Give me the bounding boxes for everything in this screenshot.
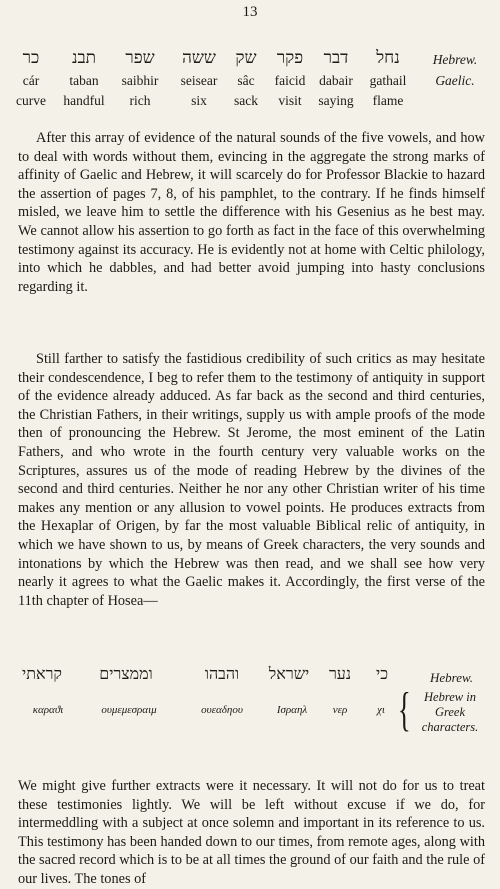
- hosea-hebrew-word: וממצרים: [99, 666, 153, 683]
- hebrew-word: שפר: [125, 48, 155, 67]
- hebrew-row-label: Hebrew.: [432, 52, 478, 67]
- gaelic-word: saibhir: [121, 73, 159, 88]
- english-word: saying: [318, 93, 354, 108]
- english-word: six: [191, 93, 207, 108]
- gaelic-word: dabair: [319, 73, 353, 88]
- gaelic-word: faicid: [274, 73, 306, 88]
- hebrew-word: תבנ: [71, 48, 97, 67]
- english-word: rich: [129, 93, 151, 108]
- english-word: curve: [16, 93, 46, 108]
- page-number: 13: [242, 4, 258, 20]
- hosea-verse-comparison: [0, 666, 500, 766]
- hosea-greek-word: Ισραηλ: [276, 704, 308, 716]
- hebrew-word: דבר: [323, 48, 349, 67]
- hosea-hebrew-word: נער: [328, 666, 352, 683]
- gaelic-word: sâc: [237, 73, 255, 88]
- hosea-greek-word: χι: [377, 704, 385, 716]
- hosea-hebrew-word: כי: [375, 666, 389, 683]
- hosea-hebrew-word: קראתי: [22, 666, 62, 683]
- hosea-hebrew-word: ישראל: [268, 666, 310, 683]
- hosea-greek-word: ουμεμεσραιμ: [101, 704, 157, 716]
- word-comparison-table: [0, 44, 500, 112]
- hebrew-word: פקר: [276, 48, 304, 67]
- hosea-greek-label: Hebrew in Greek characters.: [421, 690, 479, 734]
- gaelic-row-label: Gaelic.: [435, 73, 475, 88]
- paragraph-testimonies: We might give further extracts were it necessary. It will not do for us to treat these testimonies lightly. We will be left without excuse if we do, for intermeddling with a subject at once solemn and important in its reference to us. This testimony has been handed down to our times, from remote ages, along with the sacred record which is to be at all times the ground of our faith and the rule of our lives. The tones of: [18, 778, 485, 887]
- gaelic-word: gathail: [369, 73, 407, 88]
- hosea-greek-word: καραϑι: [32, 704, 64, 716]
- english-word: handful: [63, 93, 105, 108]
- paragraph-affinity: After this array of evidence of the natural sounds of the five vowels, and how to deal with words without them, evincing in the aggregate the strong marks of affinity of Gaelic and Hebrew, it will scarcely do for Professor Blackie to hazard the assertion of pages 7, 8, of his pamphlet, to the contrary. If he finds himself misled, we leave him to settle the difference with his Gesenius as he best may. We cannot allow his assertion to go forth as fact in the face of this overwhelming testimony against its accuracy. He is evidently not at home with Celtic philology, into which he dabbles, and had better avoid jumping into hasty conclusions regarding it.: [18, 130, 485, 295]
- hebrew-word: ששה: [182, 48, 216, 67]
- gaelic-word: seisear: [180, 73, 218, 88]
- hosea-hebrew-word: והבהו: [204, 666, 240, 683]
- english-word: flame: [372, 93, 404, 108]
- hebrew-word: כר: [22, 48, 40, 67]
- hebrew-word: נחל: [376, 48, 400, 67]
- gaelic-word: taban: [69, 73, 99, 88]
- hosea-hebrew-label: Hebrew.: [430, 670, 473, 685]
- paragraph-antiquity: Still farther to satisfy the fastidious credibility of such critics as may hesitate their condescendence, I beg to refer them to the testimony of antiquity in support of the evidence already adduced. As far back as the second and third centuries, the Christian Fathers, in their writings, supply us with ample proofs of the mode then of pronouncing the Hebrew. St Jerome, the most eminent of the Latin Fathers, and who wrote in the fourth century very valuable works on the Scriptures, assures us of the mode of reading Hebrew by the divines of the second and third centuries. Neither he nor any other Christian writer of his time makes any mention or any allusion to vowel points. He produces extracts from the Hexaplar of Origen, by far the most valuable Biblical relic of antiquity, in which we have shown to us, by means of Greek characters, the very sounds and intonations by which the Hebrew was then read, and we shall see how very nearly it agrees to what the Gaelic makes it. Accordingly, the first verse of the 11th chapter of Hosea—: [18, 351, 485, 609]
- hosea-greek-word: νερ: [332, 704, 348, 716]
- curly-brace-icon: {: [398, 683, 411, 736]
- english-word: sack: [234, 93, 258, 108]
- english-word: visit: [278, 93, 302, 108]
- hosea-greek-word: ουεαδηου: [201, 704, 243, 716]
- gaelic-word: cár: [22, 73, 40, 88]
- hebrew-word: שק: [235, 48, 257, 67]
